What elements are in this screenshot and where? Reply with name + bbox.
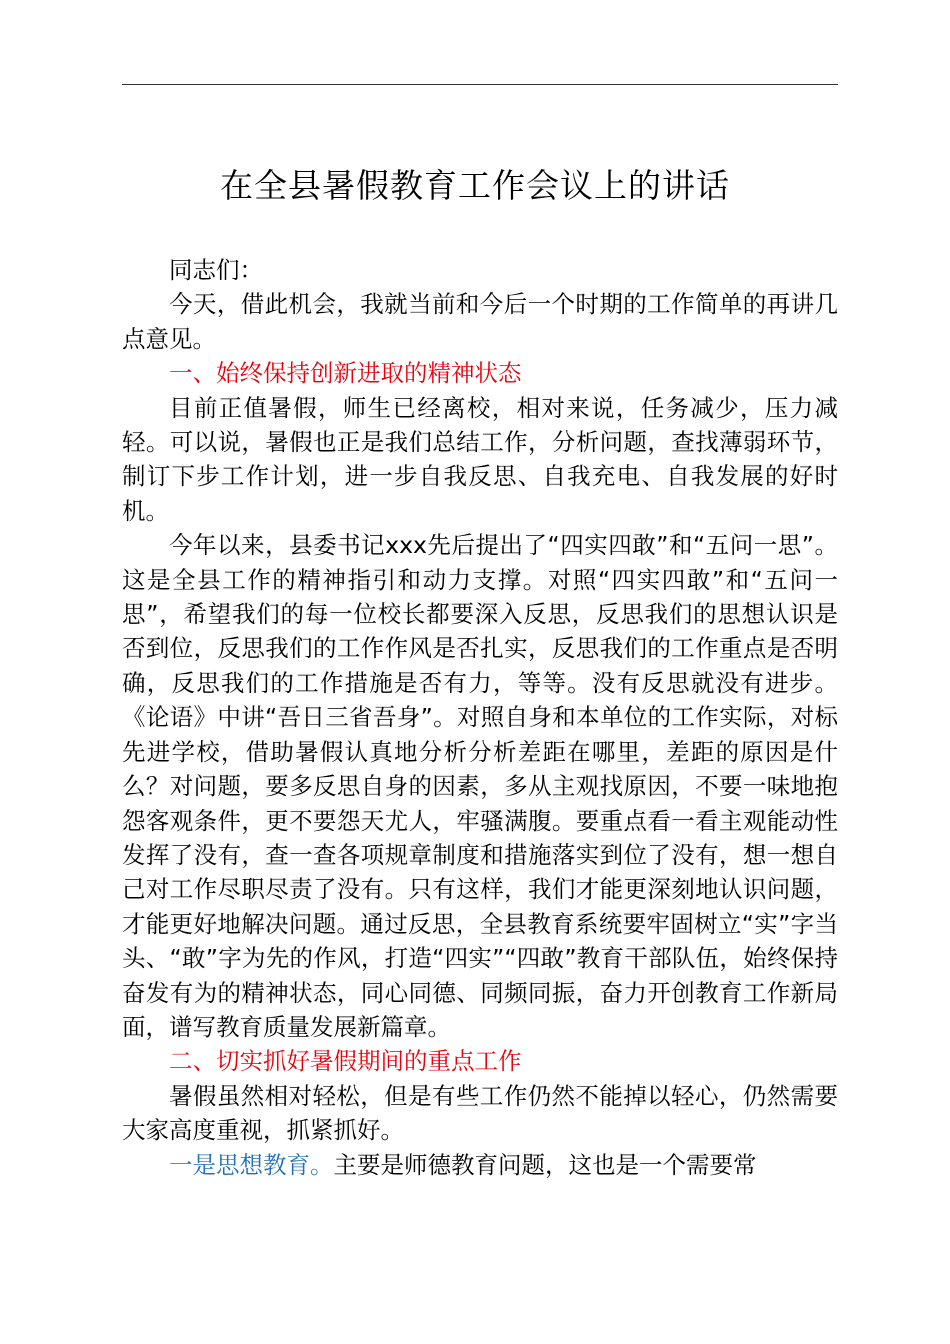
header-rule [122,84,838,85]
document-title: 在全县暑假教育工作会议上的讲话 [220,166,730,205]
section-heading-2: 二、切实抓好暑假期间的重点工作 [169,1047,522,1076]
point-lead: 一是思想教育。 [169,1150,334,1179]
paragraph-summer-reflection: 目前正值暑假，师生已经离校，相对来说，任务减少，压力减轻。可以说，暑假也正是我们总结工作，分析问题，查找薄弱环节，制订下步工作计划，进一步自我反思、自我充电、自我发展的好时机。 [122,393,838,525]
salutation: 同志们： [169,256,263,284]
paragraph-ideology-education [122,1148,838,1182]
document-body [122,253,838,1182]
paragraph-intro: 今天，借此机会，我就当前和今后一个时期的工作简单的再讲几点意见。 [122,290,838,353]
paragraph-four-solid: 今年以来，县委书记xxx先后提出了“四实四敢”和“五问一思”。这是全县工作的精神指引和动力支撑。对照“四实四敢”和“五问一思”，希望我们的每一位校长都要深入反思，反思我们的思想认识是否到位，反思我们的工作作风是否扎实，反思我们的工作重点是否明确，反思我们的工作措施是否有力，等等。没有反思就没有进步。《论语》中讲“吾日三省吾身”。对照自身和本单位的工作实际，对标先进学校，借助暑假认真地分析分析差距在哪里，差距的原因是什么？对问题，要多反思自身的因素，多从主观找原因，不要一味地抱怨客观条件，更不要怨天尤人，牢骚满腹。要重点看一看主观能动性发挥了没有，查一查各项规章制度和措施落实到位了没有，想一想自己对工作尽职尽责了没有。只有这样，我们才能更深刻地认识问题，才能更好地解决问题。通过反思，全县教育系统要牢固树立“实”字当头、“敢”字为先的作风，打造“四实”“四敢”教育干部队伍，始终保持奋发有为的精神状态，同心同德、同频同振，奋力开创教育工作新局面，谱写教育质量发展新篇章。 [122,531,838,1041]
paragraph-key-work: 暑假虽然相对轻松，但是有些工作仍然不能掉以轻心，仍然需要大家高度重视，抓紧抓好。 [122,1081,838,1145]
point-text: 主要是师德教育问题，这也是一个需要常 [333,1150,757,1179]
section-heading-1: 一、始终保持创新进取的精神状态 [169,359,522,388]
